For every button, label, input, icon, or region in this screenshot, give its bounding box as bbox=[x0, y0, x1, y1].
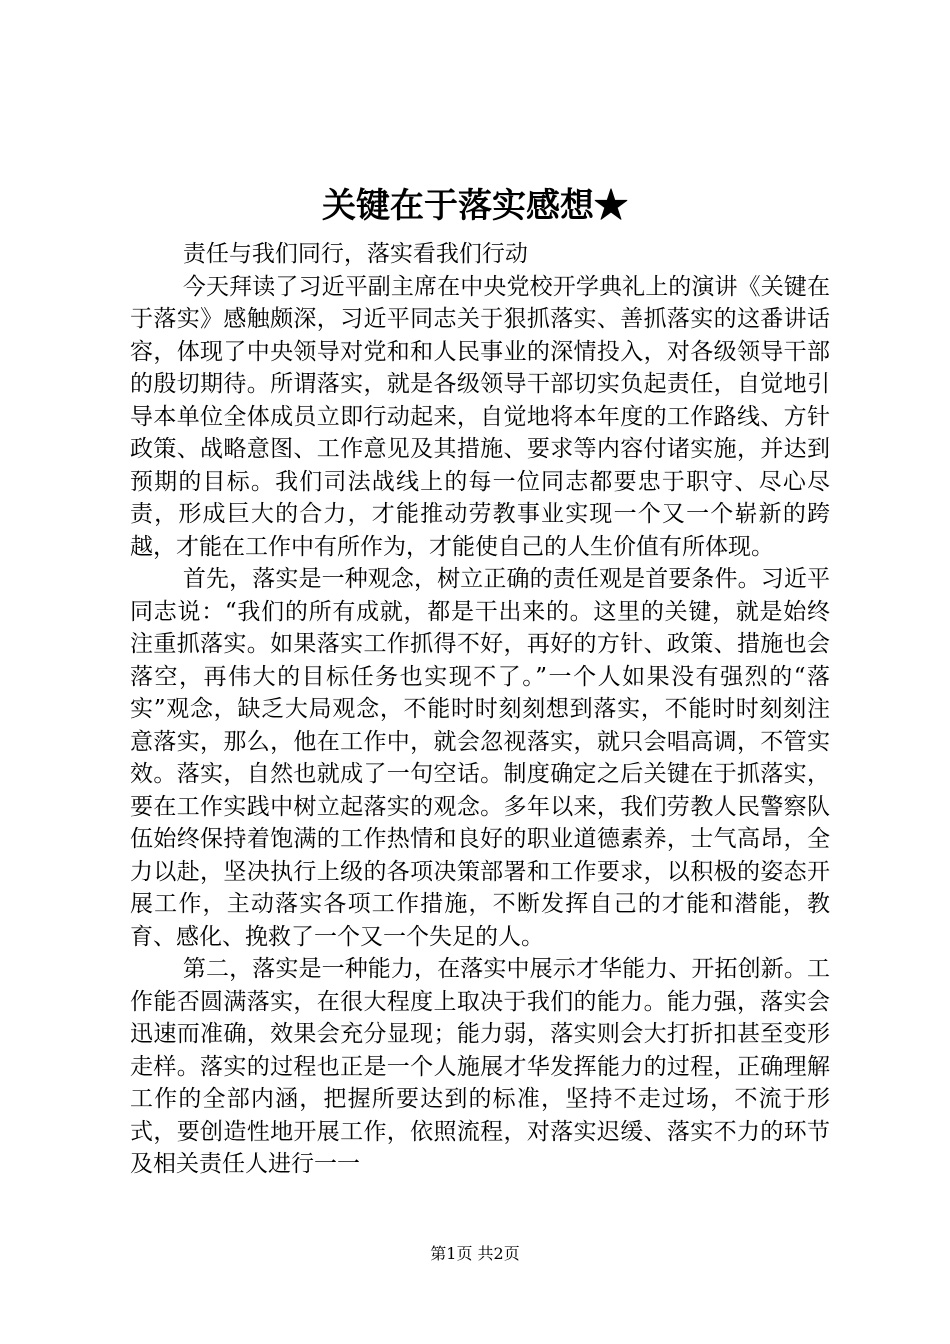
page-footer: 第1页 共2页 bbox=[430, 1244, 520, 1263]
paragraph-2: 首先，落实是一种观念，树立正确的责任观是首要条件。习近平同志说：“我们的所有成就，都是干出来的。这里的关键，就是始终注重抓落实。如果落实工作抓得不好，再好的方针、政策、措施也会落空，再伟大的目标任务也实现不了。”一个人如果没有强烈的“落实”观念，缺乏大局观念，不能时时刻刻想到落实，不能时时刻刻注意落实，那么，他在工作中，就会忽视落实，就只会唱高调，不管实效。落实，自然也就成了一句空话。制度确定之后关键在于抓落实，要在工作实践中树立起落实的观念。多年以来，我们劳教人民警察队伍始终保持着饱满的工作热情和良好的职业道德素养，士气高昂，全力以赴，坚决执行上级的各项决策部署和工作要求，以积极的姿态开展工作，主动落实各项工作措施，不断发挥自己的才能和潜能，教育、感化、挽救了一个又一个失足的人。 bbox=[130, 566, 830, 950]
document-body bbox=[130, 238, 830, 1181]
document-title: 关键在于落实感想★ bbox=[322, 186, 628, 226]
subtitle-line: 责任与我们同行，落实看我们行动 bbox=[182, 241, 528, 267]
paragraph-3: 第二，落实是一种能力，在落实中展示才华能力、开拓创新。工作能否圆满落实，在很大程度上取决于我们的能力。能力强，落实会迅速而准确，效果会充分显现；能力弱，落实则会大打折扣甚至变形走样。落实的过程也正是一个人施展才华发挥能力的过程，正确理解工作的全部内涵，把握所要达到的标准，坚持不走过场，不流于形式，要创造性地开展工作，依照流程，对落实迟缓、落实不力的环节及相关责任人进行一一 bbox=[130, 956, 830, 1177]
paragraph-1: 今天拜读了习近平副主席在中央党校开学典礼上的演讲《关键在于落实》感触颇深，习近平同志关于狠抓落实、善抓落实的这番讲话容，体现了中央领导对党和和人民事业的深情投入，对各级领导干部的殷切期待。所谓落实，就是各级领导干部切实负起责任，自觉地引导本单位全体成员立即行动起来，自觉地将本年度的工作路线、方针政策、战略意图、工作意见及其措施、要求等内容付诸实施，并达到预期的目标。我们司法战线上的每一位同志都要忠于职守、尽心尽责，形成巨大的合力，才能推动劳教事业实现一个又一个崭新的跨越，才能在工作中有所作为，才能使自己的人生价值有所体现。 bbox=[130, 273, 830, 560]
